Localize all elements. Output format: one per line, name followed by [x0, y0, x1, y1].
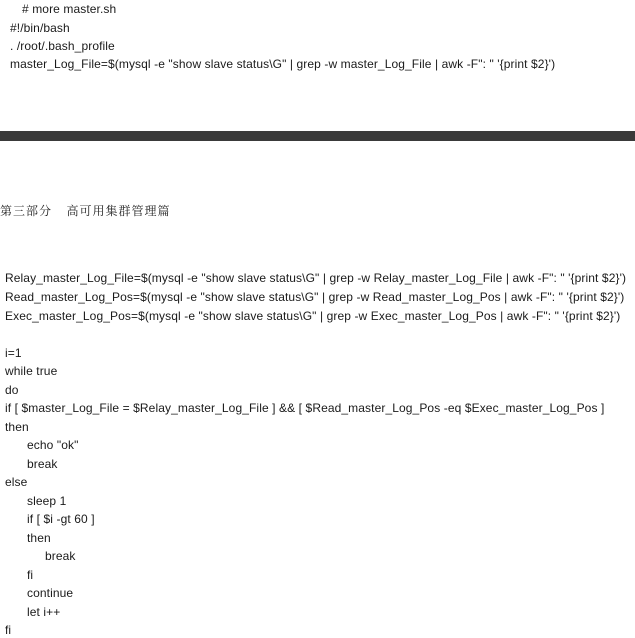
code-line: Relay_master_Log_File=$(mysql -e "show slave status\G" | grep -w Relay_master_Log_File | awk -F": " '{print $2}') — [5, 271, 627, 285]
code-line: while true — [5, 364, 58, 378]
code-line: # more master.sh — [22, 2, 117, 16]
page-separator — [0, 131, 635, 141]
code-line: . /root/.bash_profile — [10, 39, 115, 53]
code-line: break — [45, 549, 76, 563]
code-line: else — [5, 475, 28, 489]
code-line: let i++ — [27, 605, 61, 619]
code-line: #!/bin/bash — [10, 21, 70, 35]
code-line: echo "ok" — [27, 438, 79, 452]
code-line: sleep 1 — [27, 494, 67, 508]
code-line: continue — [27, 586, 74, 600]
code-line: Exec_master_Log_Pos=$(mysql -e "show slave status\G" | grep -w Exec_master_Log_Pos | awk -F": " '{print $2}') — [5, 309, 621, 323]
code-line: fi — [27, 568, 34, 582]
code-line: Read_master_Log_Pos=$(mysql -e "show slave status\G" | grep -w Read_master_Log_Pos | awk -F": " '{print $2}') — [5, 290, 625, 304]
code-line: master_Log_File=$(mysql -e "show slave status\G" | grep -w master_Log_File | awk -F": " '{print $2}') — [10, 57, 556, 71]
code-line: break — [27, 457, 58, 471]
code-line: fi — [5, 623, 12, 637]
code-line: then — [27, 531, 51, 545]
code-line: i=1 — [5, 346, 22, 360]
section-header: 第三部分 高可用集群管理篇 — [0, 204, 171, 218]
code-line: then — [5, 420, 29, 434]
code-line: if [ $master_Log_File = $Relay_master_Log_File ] && [ $Read_master_Log_Pos -eq $Exec_master_Log_Pos ] — [5, 401, 605, 415]
code-line: if [ $i -gt 60 ] — [27, 512, 95, 526]
code-line: do — [5, 383, 19, 397]
